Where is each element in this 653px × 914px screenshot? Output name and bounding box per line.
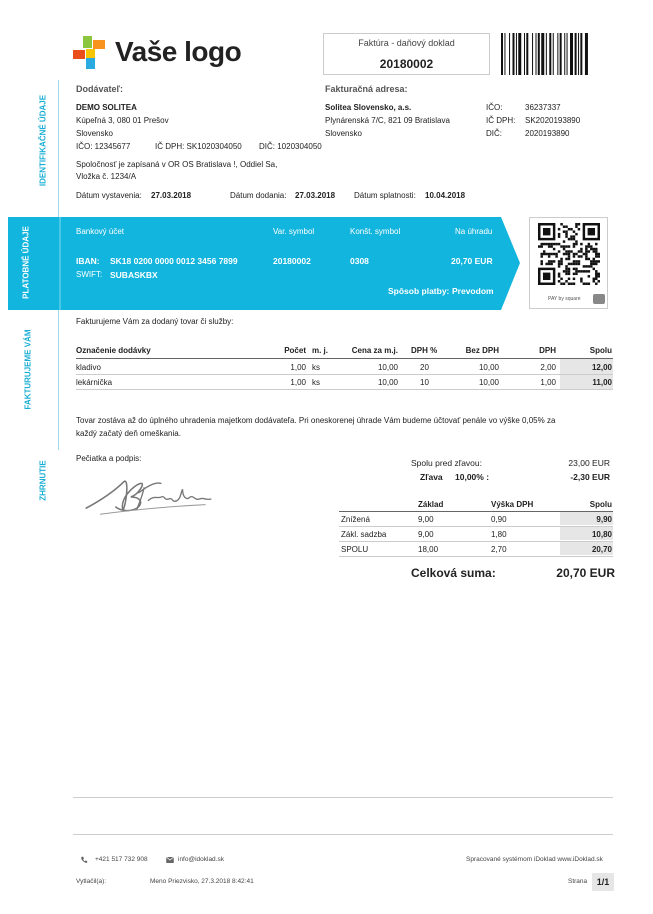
items-intro: Fakturujeme Vám za dodaný tovar či služby: — [76, 317, 234, 326]
qr-code-icon — [538, 223, 600, 285]
due-date: 10.04.2018 — [425, 191, 466, 200]
row-price: 10,00 — [377, 363, 398, 372]
konst-symbol-value: 0308 — [350, 256, 369, 266]
customer-name: Solitea Slovensko, a.s. — [325, 103, 412, 112]
page-number: 1/1 — [592, 873, 614, 891]
col-header-unit: m. j. — [312, 346, 329, 355]
vat-row-base: 18,00 — [418, 545, 439, 554]
col-header-total: Spolu — [589, 346, 612, 355]
card-icon — [593, 294, 605, 304]
row-total: 11,00 — [592, 378, 612, 387]
swift-label: SWIFT: — [76, 270, 103, 279]
row-net: 10,00 — [478, 363, 499, 372]
customer-ico-label: IČO: — [486, 103, 503, 112]
divider — [58, 80, 59, 218]
phone-icon — [80, 856, 88, 864]
vat-row-label: SPOLU — [341, 545, 369, 554]
row-vat: 2,00 — [540, 363, 556, 372]
mail-icon — [166, 857, 174, 863]
col-header-vat: DPH — [539, 346, 556, 355]
discount-value: -2,30 EUR — [570, 472, 610, 482]
discount-label: Zľava — [420, 472, 443, 482]
printed-value: Meno Priezvisko, 27.3.2018 8:42:41 — [150, 878, 254, 885]
iban-label: IBAN: — [76, 256, 100, 266]
stamp-label: Pečiatka a podpis: — [76, 454, 142, 463]
issued-label: Dátum vystavenia: — [76, 191, 142, 200]
divider — [58, 310, 59, 450]
row-vat-pct: 20 — [420, 363, 429, 372]
footer-phone: +421 517 732 908 — [95, 856, 148, 863]
row-divider — [339, 556, 613, 557]
vat-row-total: 9,90 — [596, 515, 612, 524]
vat-row-total: 10,80 — [591, 530, 612, 539]
row-divider — [76, 374, 613, 375]
signature-image — [78, 472, 218, 520]
vat-row-label: Zákl. sadzba — [341, 530, 387, 539]
vat-row-label: Znížená — [341, 515, 370, 524]
iban-value: SK18 0200 0000 0012 3456 7899 — [110, 256, 238, 266]
row-unit: ks — [312, 363, 320, 372]
supplier-name: DEMO SOLITEA — [76, 103, 137, 112]
logo-text: Vaše logo — [115, 36, 242, 67]
topay-value: 20,70 EUR — [451, 256, 493, 266]
row-qty: 1,00 — [290, 378, 306, 387]
items-note-2: každý začatý deň omeškania. — [76, 429, 181, 438]
footer-divider — [73, 797, 613, 798]
issued-date: 27.03.2018 — [151, 191, 192, 200]
row-vat: 1,00 — [540, 378, 556, 387]
vat-row-amount: 2,70 — [491, 545, 507, 554]
customer-street: Plynárenská 7/C, 821 09 Bratislava — [325, 116, 450, 125]
printed-label: Vytlačil(a): — [76, 878, 107, 885]
sidebar-label-payment: PLATOBNÉ ÚDAJE — [21, 226, 31, 299]
col-header-item: Označenie dodávky — [76, 346, 151, 355]
customer-country: Slovensko — [325, 129, 362, 138]
table-header-line — [76, 358, 613, 359]
konst-symbol-label: Konšt. symbol — [350, 227, 401, 236]
footer-divider — [73, 834, 613, 835]
barcode-icon — [501, 33, 612, 75]
sidebar-label-summary: ZHRNUTIE — [38, 460, 48, 501]
customer-heading: Fakturačná adresa: — [325, 84, 408, 94]
supplier-ico: IČO: 12345677 — [76, 142, 131, 151]
col-header-qty: Počet — [284, 346, 306, 355]
sidebar-label-identification: IDENTIFIKAČNÉ ÚDAJE — [38, 94, 48, 187]
vat-header-total: Spolu — [589, 500, 612, 509]
qr-box — [529, 217, 608, 309]
supplier-heading: Dodávateľ: — [76, 84, 123, 94]
delivery-label: Dátum dodania: — [230, 191, 287, 200]
payment-method-value: Prevodom — [452, 286, 494, 296]
row-divider — [339, 526, 613, 527]
customer-dic-label: DIČ: — [486, 129, 502, 138]
row-net: 10,00 — [478, 378, 499, 387]
supplier-dic: DIČ: 1020304050 — [259, 142, 322, 151]
col-header-net: Bez DPH — [465, 346, 499, 355]
sidebar-label-invoicing: FAKTURUJEME VÁM — [23, 329, 33, 410]
discount-pct: 10,00% : — [455, 472, 490, 482]
document-number: 20180002 — [379, 57, 434, 71]
row-price: 10,00 — [377, 378, 398, 387]
subtotal-value: 23,00 EUR — [568, 458, 610, 468]
vat-row-amount: 0,90 — [491, 515, 507, 524]
supplier-street: Kúpeľná 3, 080 01 Prešov — [76, 116, 169, 125]
customer-ico: 36237337 — [525, 103, 561, 112]
swift-value: SUBASKBX — [110, 270, 158, 280]
total-label: Celková suma: — [411, 566, 496, 580]
bank-label: Bankový účet — [76, 227, 125, 236]
subtotal-label: Spolu pred zľavou: — [411, 458, 482, 468]
document-title: Faktúra - daňový doklad — [358, 38, 455, 48]
supplier-register-1: Spoločnosť je zapísaná v OR OS Bratislava !, Oddiel Sa, — [76, 160, 278, 169]
row-vat-pct: 10 — [420, 378, 429, 387]
delivery-date: 27.03.2018 — [295, 191, 336, 200]
customer-dic: 2020193890 — [525, 129, 570, 138]
page-label: Strana — [568, 878, 588, 885]
supplier-icdph: IČ DPH: SK1020304050 — [155, 142, 242, 151]
row-total: 12,00 — [591, 363, 612, 372]
payment-method-label: Spôsob platby: — [388, 286, 450, 296]
vat-header-base: Základ — [418, 500, 444, 509]
due-label: Dátum splatnosti: — [354, 191, 416, 200]
col-header-price: Cena za m.j. — [351, 346, 398, 355]
customer-icdph-label: IČ DPH: — [486, 116, 516, 125]
row-unit: ks — [312, 378, 320, 387]
supplier-register-2: Vložka č. 1234/A — [76, 172, 137, 181]
var-symbol-value: 20180002 — [273, 256, 311, 266]
logo-mark — [73, 36, 113, 70]
topay-label: Na úhradu — [455, 227, 493, 236]
customer-icdph: SK2020193890 — [525, 116, 581, 125]
vat-row-base: 9,00 — [418, 530, 434, 539]
total-value: 20,70 EUR — [556, 566, 615, 580]
var-symbol-label: Var. symbol — [273, 227, 315, 236]
vat-row-base: 9,00 — [418, 515, 434, 524]
footer-email[interactable]: info@idoklad.sk — [178, 856, 224, 863]
row-item: kladivo — [76, 363, 101, 372]
col-header-vat-pct: DPH % — [411, 346, 438, 355]
supplier-country: Slovensko — [76, 129, 113, 138]
footer-processed: Spracované systémom iDoklad www.iDoklad.sk — [466, 856, 603, 863]
vat-row-total: 20,70 — [591, 545, 612, 554]
vat-row-amount: 1,80 — [491, 530, 507, 539]
qr-caption: PAY by square — [548, 296, 581, 302]
items-note-1: Tovar zostáva až do úplného uhradenia majetkom dodávateľa. Pri oneskorenej úhrade Vám budeme účtovať penále vo výške 0,05% za — [76, 416, 556, 425]
row-qty: 1,00 — [290, 363, 306, 372]
row-item: lekárnička — [76, 378, 113, 387]
vat-header-amount: Výška DPH — [491, 500, 534, 509]
row-divider — [76, 389, 613, 390]
row-divider — [339, 541, 613, 542]
document-title-box — [323, 33, 490, 75]
